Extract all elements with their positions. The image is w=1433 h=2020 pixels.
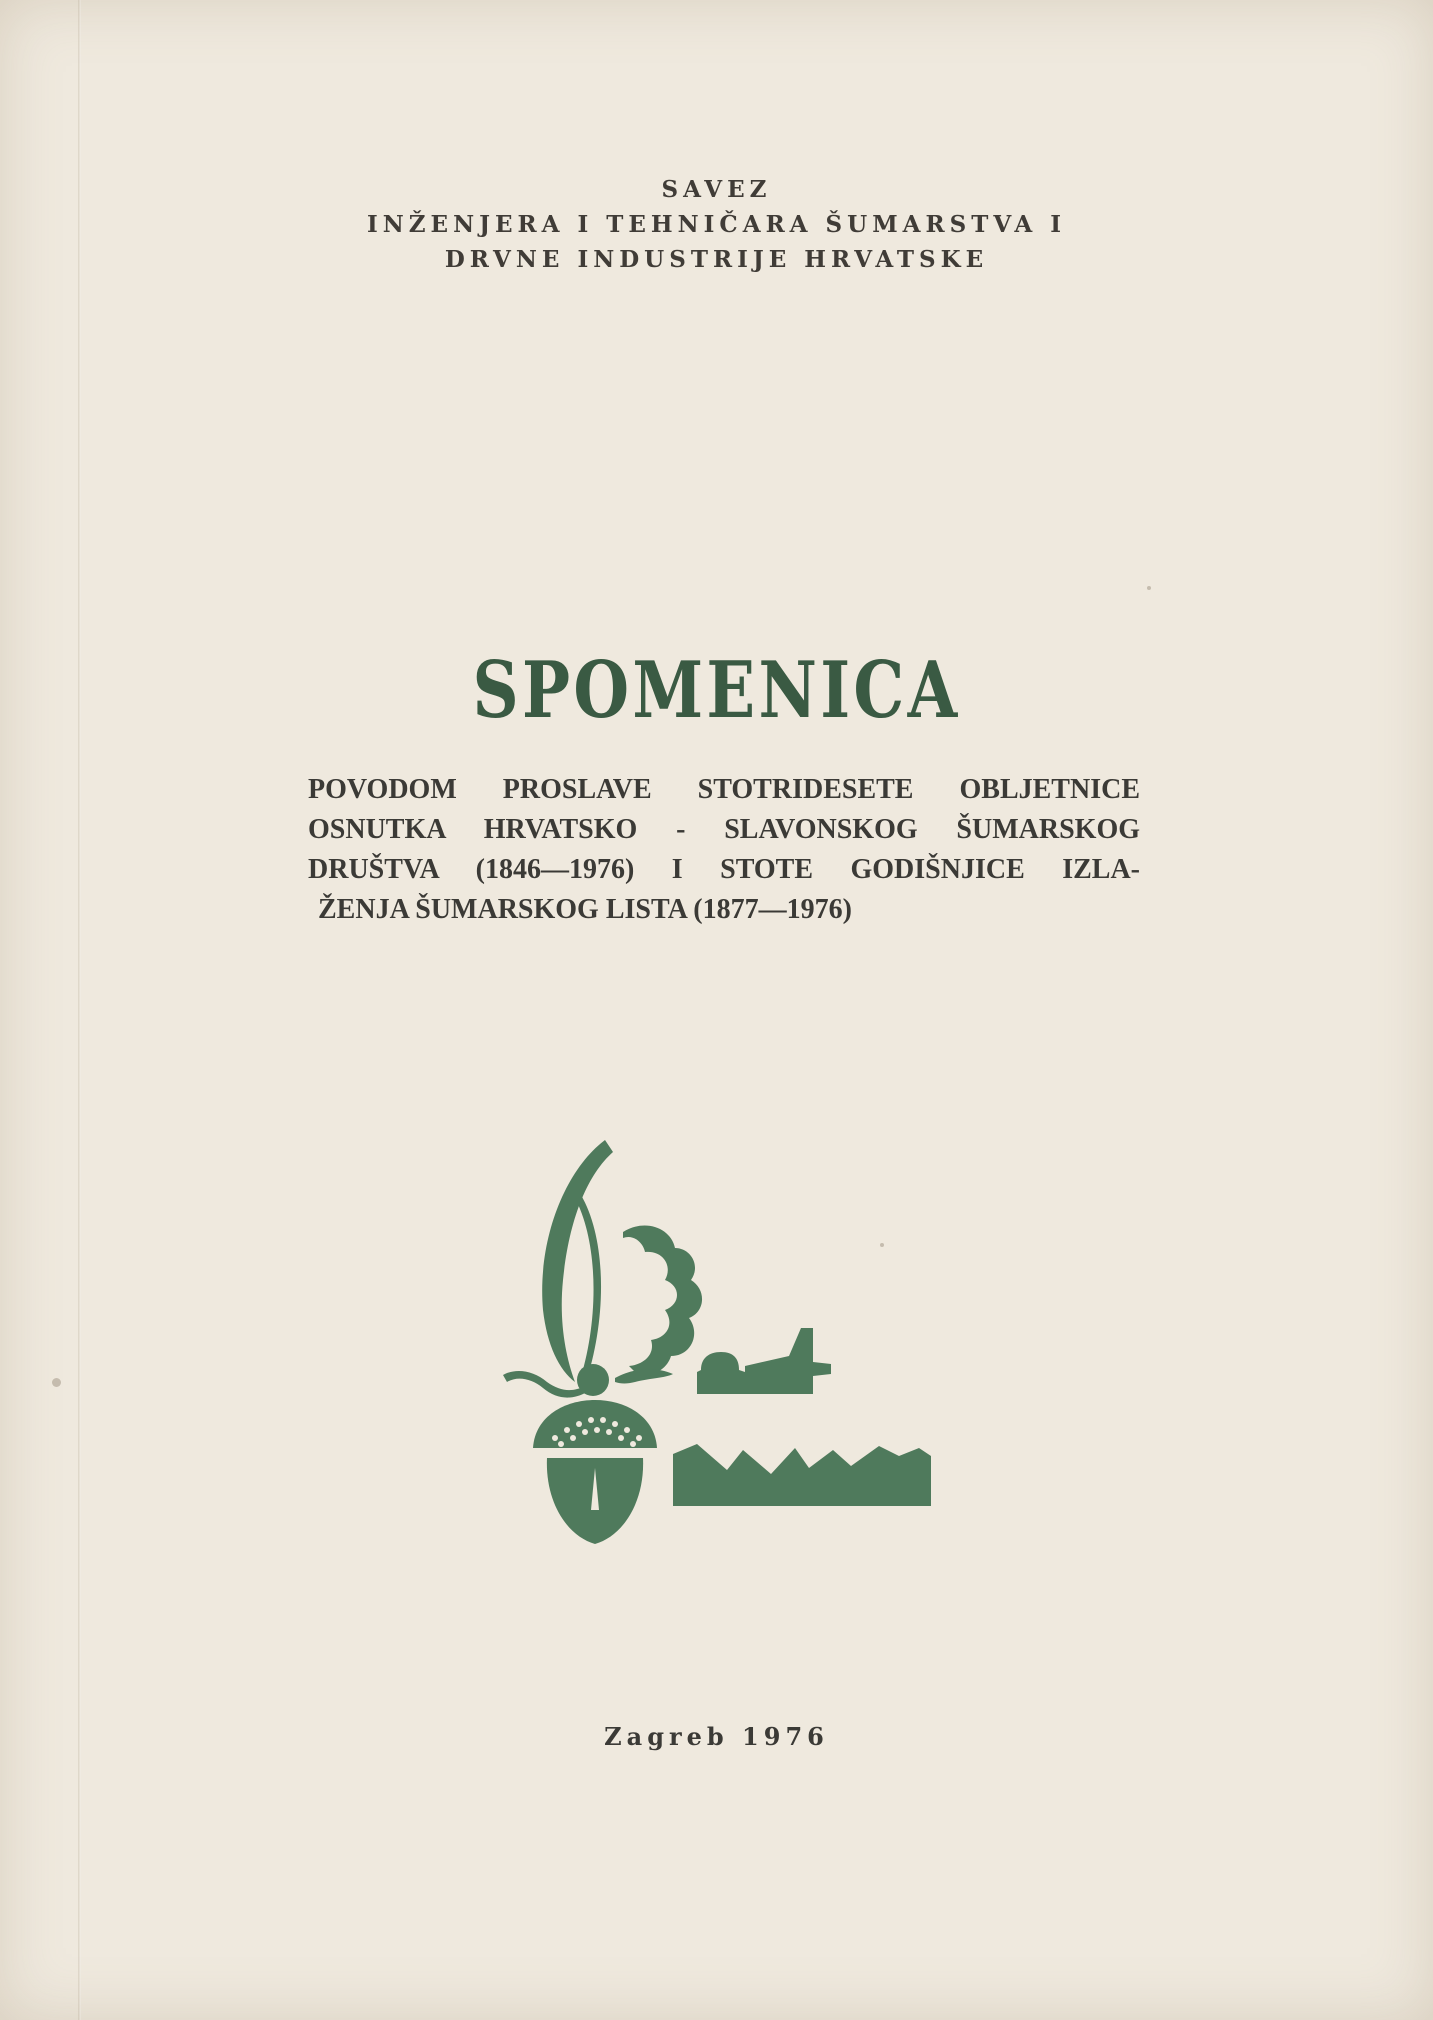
forestry-emblem-icon	[495, 1130, 955, 1560]
place-date: Zagreb 1976	[604, 1722, 829, 1751]
subtitle-line-2: OSNUTKA HRVATSKO - SLAVONSKOG ŠUMARSKOG	[308, 814, 1140, 845]
subtitle-line-3: DRUŠTVA (1846—1976) I STOTE GODIŠNJICE IZLA-	[308, 854, 1140, 885]
publisher-line-2: INŽENJERA I TEHNIČARA ŠUMARSTVA I	[366, 211, 1067, 238]
stem-line-icon	[575, 1195, 601, 1385]
factory-block-icon	[697, 1352, 745, 1394]
main-title: SPOMENICA	[472, 645, 961, 736]
tendril-right-icon	[615, 1369, 673, 1383]
factory-chimney-icon	[745, 1328, 831, 1394]
publisher-line-3: DRVNE INDUSTRIJE HRVATSKE	[444, 246, 989, 273]
knot-icon	[577, 1364, 609, 1396]
publisher-block	[0, 172, 1433, 277]
spine-fold	[78, 0, 81, 2020]
subtitle-line-1: POVODOM PROSLAVE STOTRIDESETE OBLJETNICE	[308, 774, 1140, 805]
tendril-left-icon	[503, 1371, 587, 1398]
publisher-line-1: SAVEZ	[661, 176, 772, 203]
subtitle-line-4: ŽENJA ŠUMARSKOG LISTA (1877—1976)	[318, 894, 852, 925]
sawtooth-roof-icon	[673, 1444, 931, 1506]
paper-spot	[52, 1378, 61, 1387]
paper-spot	[1147, 586, 1151, 590]
subtitle	[308, 770, 1140, 930]
leaf-stem-icon	[542, 1140, 613, 1382]
oak-leaf-icon	[623, 1225, 702, 1375]
